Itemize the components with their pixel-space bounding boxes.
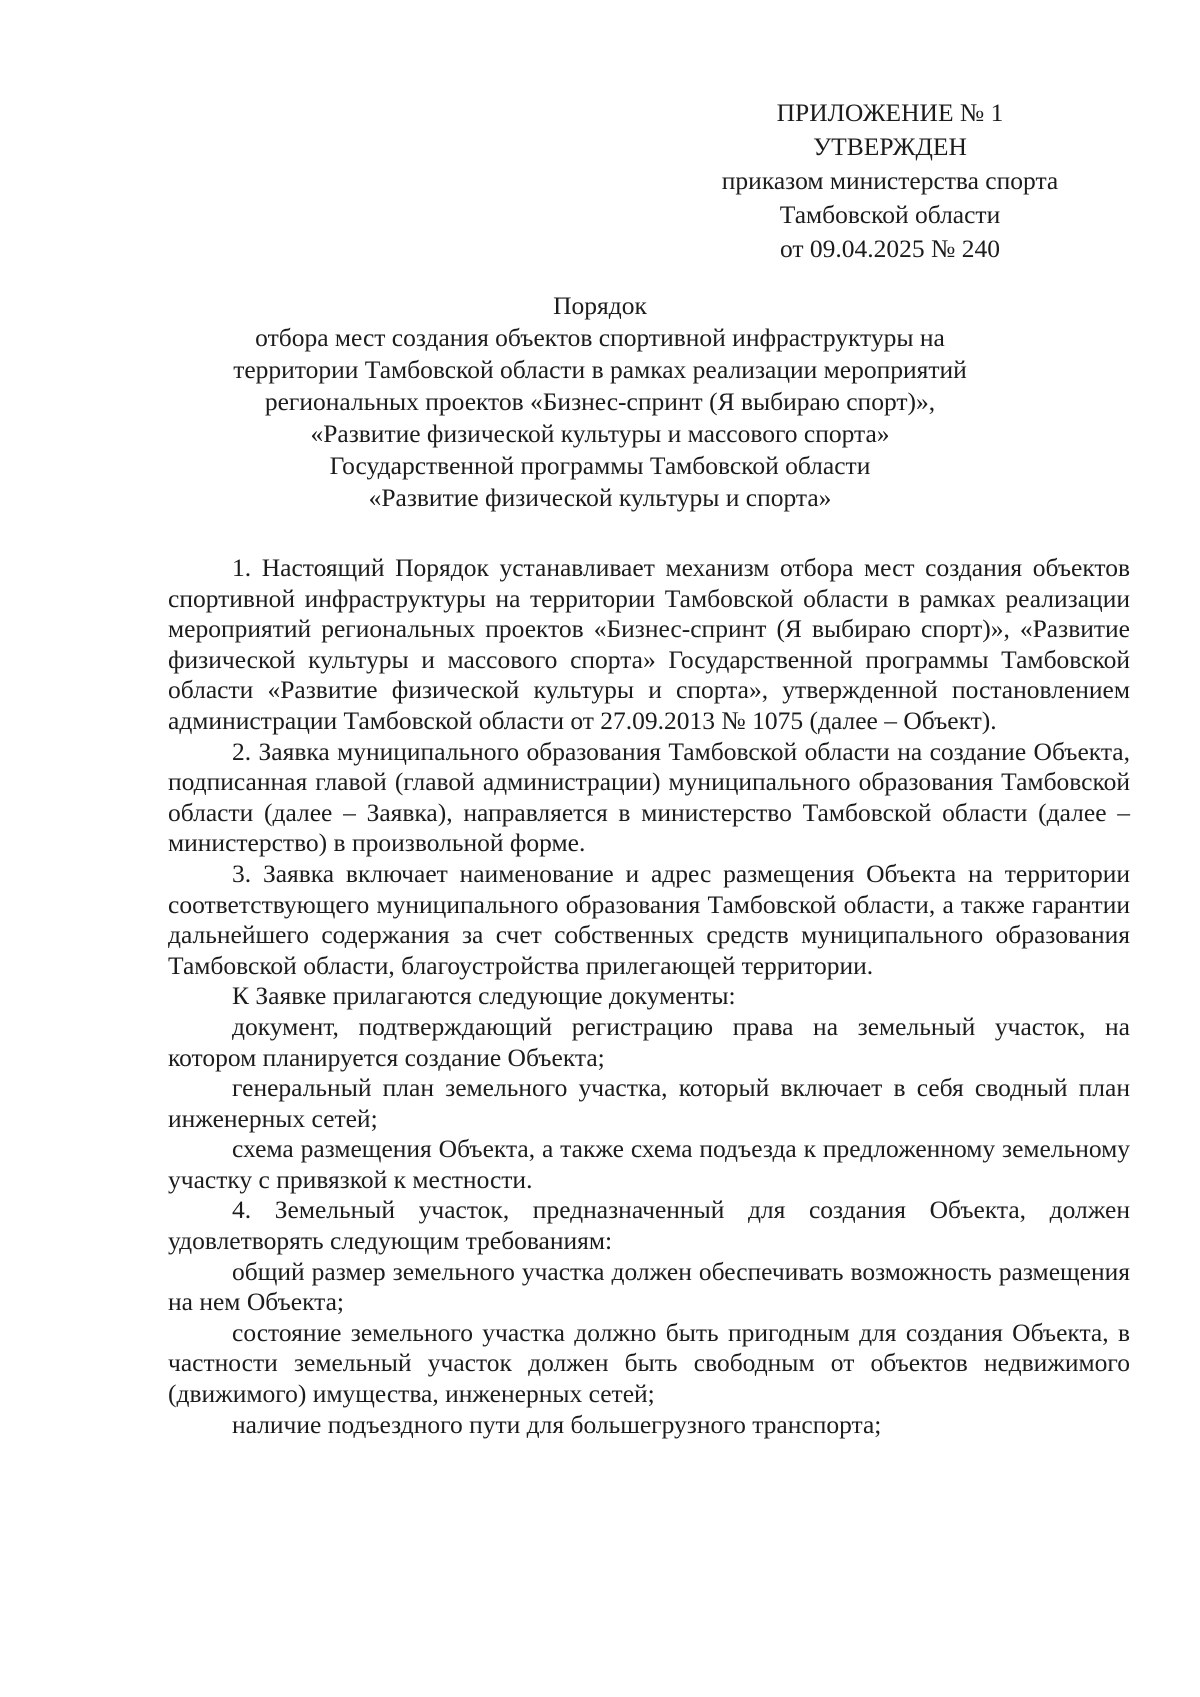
requirement-item-1: общий размер земельного участка должен обеспечивать возможность размещения на нем Объекта; [168,1256,1130,1317]
appendix-number: ПРИЛОЖЕНИЕ № 1 [776,98,1004,127]
attachment-item-3: схема размещения Объекта, а также схема подъезда к предложенному земельному участку с привязкой к местности. [168,1134,1130,1194]
title-line-7: «Развитие физической культуры и спорта» [368,483,832,512]
document-body [168,553,1130,1440]
attachment-item-1: документ, подтверждающий регистрацию права на земельный участок, на котором планируется создание Объекта; [168,1011,1130,1072]
paragraph-2: 2. Заявка муниципального образования Тамбовской области на создание Объекта, подписанная главой (главой администрации) муниципального образования Тамбовской области (далее – Заявка), направляется в министерство Тамбовской области (далее – министерство) в произвольной форме. [168,736,1130,858]
approved-by-order: приказом министерства спорта [721,166,1059,195]
approved-region: Тамбовской области [779,200,1001,229]
title-line-5: «Развитие физической культуры и массового спорта» [310,419,890,448]
title-line-3: территории Тамбовской области в рамках реализации мероприятий [233,355,967,384]
requirement-item-2: состояние земельного участка должно быть пригодным для создания Объекта, в частности земельный участок должен быть свободным от объектов недвижимого (движимого) имущества, инженерных сетей; [168,1317,1130,1409]
attachments-intro: К Заявке прилагаются следующие документы: [232,981,736,1011]
title-line-4: региональных проектов «Бизнес-спринт (Я выбираю спорт)», [264,387,936,416]
attachment-item-2: генеральный план земельного участка, который включает в себя сводный план инженерных сетей; [168,1073,1130,1133]
approved-date-number: от 09.04.2025 № 240 [779,234,1000,263]
approval-block [660,96,1120,266]
title-line-1: Порядок [553,291,647,320]
title-line-2: отбора мест создания объектов спортивной инфраструктуры на [255,323,945,352]
requirement-item-3: наличие подъездного пути для большегрузного транспорта; [232,1409,882,1439]
title-line-6: Государственной программы Тамбовской области [329,451,871,480]
document-title [150,290,1050,514]
paragraph-4: 4. Земельный участок, предназначенный для создания Объекта, должен удовлетворять следующим требованиям: [168,1195,1130,1256]
paragraph-3: 3. Заявка включает наименование и адрес размещения Объекта на территории соответствующего муниципального образования Тамбовской области, а также гарантии дальнейшего содержания за счет собственных средств муниципального образования Тамбовской области, благоустройства прилегающей территории. [168,858,1130,980]
approved-label: УТВЕРЖДЕН [813,132,967,161]
paragraph-1: 1. Настоящий Порядок устанавливает механизм отбора мест создания объектов спортивной инфраструктуры на территории Тамбовской области в рамках реализации мероприятий региональных проектов «Бизнес-спринт (Я выбираю спорт)», «Развитие физической культуры и массового спорта» Государственной программы Тамбовской области «Развитие физической культуры и спорта», утвержденной постановлением администрации Тамбовской области от 27.09.2013 № 1075 (далее – Объект). [168,553,1130,735]
